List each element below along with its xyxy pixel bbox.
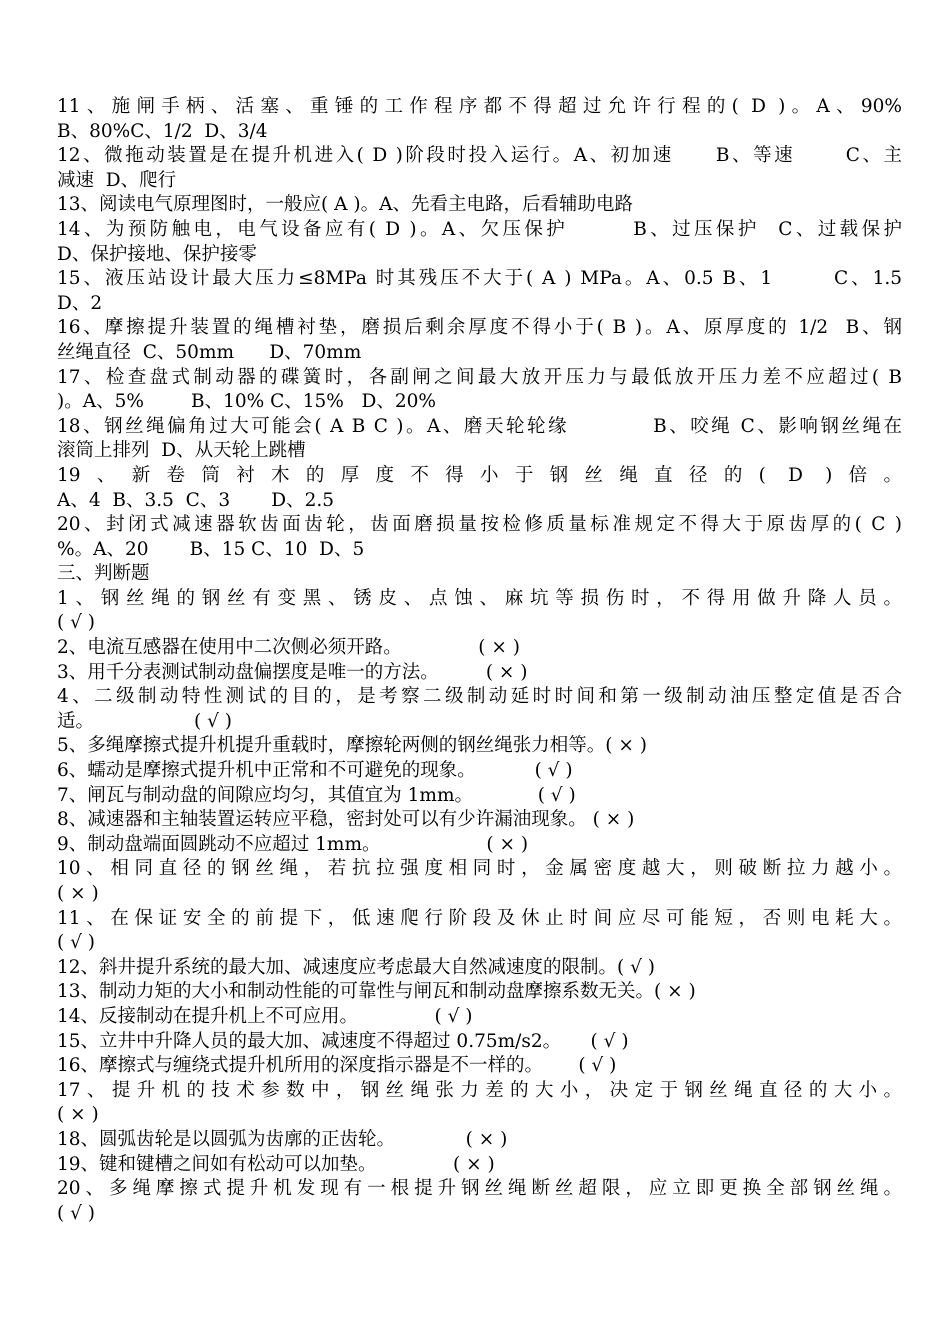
choice-question-line: A、4 B、3.5 C、3 D、2.5 <box>57 489 335 511</box>
choice-question-line: 19、新卷筒衬木的厚度不得小于钢丝绳直径的( D )倍。 <box>57 464 902 486</box>
choice-question-list <box>57 95 902 562</box>
judgment-question <box>57 1005 902 1030</box>
judgment-question <box>57 1177 902 1226</box>
choice-question <box>57 513 902 562</box>
judgment-question <box>57 587 902 636</box>
judgment-question-line: 3、用千分表测试制动盘偏摆度是唯一的方法。 ( × ) <box>57 661 528 683</box>
judgment-question-line: 15、立井中升降人员的最大加、减速度不得超过 0.75m/s2。 ( √ ) <box>57 1030 629 1052</box>
judgment-question-line: 18、圆弧齿轮是以圆弧为齿廓的正齿轮。 ( × ) <box>57 1128 508 1150</box>
choice-question-line: B、80%C、1/2 D、3/4 <box>57 120 268 142</box>
judgment-question-line: 6、蠕动是摩擦式提升机中正常和不可避免的现象。 ( √ ) <box>57 760 573 782</box>
choice-question-line: 14、为预防触电，电气设备应有( D )。A、欠压保护 B、过压保护 C、过载保护 <box>57 218 902 240</box>
judgment-question-line: 1、钢丝绳的钢丝有变黑、锈皮、点蚀、麻坑等损伤时，不得用做升降人员。 <box>57 587 902 609</box>
judgment-question <box>57 1153 902 1178</box>
choice-question-line: 12、微拖动装置是在提升机进入( D )阶段时投入运行。A、初加速 B、等速 C、主 <box>57 145 902 167</box>
choice-question <box>57 415 902 464</box>
choice-question-line: 减速 D、爬行 <box>57 169 177 191</box>
choice-question <box>57 95 902 144</box>
judgment-question <box>57 980 902 1005</box>
choice-question-line: %。A、20 B、15 C、10 D、5 <box>57 538 365 560</box>
judgment-question <box>57 636 902 661</box>
judgment-question-line: ( √ ) <box>57 932 95 954</box>
judgment-question-line: 12、斜井提升系统的最大加、减速度应考虑最大自然减速度的限制。( √ ) <box>57 956 656 978</box>
judgment-question <box>57 759 902 784</box>
choice-question-line: 15、液压站设计最大压力≤8MPa 时其残压不大于( A ) MPa。A、0.5 B、1 C、1.5 <box>57 268 902 290</box>
choice-question-line: 18、钢丝绳偏角过大可能会( A B C )。A、磨天轮轮缘 B、咬绳 C、影响钢丝绳在 <box>57 415 902 437</box>
judgment-question <box>57 1054 902 1079</box>
choice-question <box>57 464 902 513</box>
judgment-question-line: 2、电流互感器在使用中二次侧必须开路。 ( × ) <box>57 637 520 659</box>
judgment-question-line: 20、多绳摩擦式提升机发现有一根提升钢丝绳断丝超限，应立即更换全部钢丝绳。 <box>57 1178 902 1200</box>
judgment-question-line: 7、闸瓦与制动盘的间隙应均匀，其值宜为 1mm。 ( √ ) <box>57 784 576 806</box>
judgment-question-line: 8、减速器和主轴装置运转应平稳，密封处可以有少许漏油现象。 ( × ) <box>57 809 635 831</box>
judgment-question <box>57 685 902 734</box>
choice-question-line: 滚筒上排列 D、从天轮上跳槽 <box>57 440 306 462</box>
judgment-question <box>57 956 902 981</box>
choice-question <box>57 193 902 218</box>
choice-question <box>57 218 902 267</box>
judgment-question-line: 17、提升机的技术参数中，钢丝绳张力差的大小，决定于钢丝绳直径的大小。 <box>57 1079 902 1101</box>
choice-question-line: 17、检查盘式制动器的碟簧时，各副闸之间最大放开压力与最低放开压力差不应超过( B <box>57 366 902 388</box>
judgment-question-line: ( × ) <box>57 1104 99 1126</box>
judgment-question <box>57 661 902 686</box>
judgment-question-line: 10、相同直径的钢丝绳，若抗拉强度相同时，金属密度越大，则破断拉力越小。 <box>57 858 902 880</box>
judgment-question <box>57 907 902 956</box>
choice-question-line: D、2 <box>57 292 103 314</box>
judgment-question-line: 13、制动力矩的大小和制动性能的可靠性与闸瓦和制动盘摩擦系数无关。( × ) <box>57 981 696 1003</box>
judgment-question-line: 适。 ( √ ) <box>57 710 232 732</box>
judgment-question-line: ( × ) <box>57 883 99 904</box>
judgment-question-line: 5、多绳摩擦式提升机提升重载时，摩擦轮两侧的钢丝绳张力相等。( × ) <box>57 735 647 757</box>
choice-question-line: 16、摩擦提升装置的绳槽衬垫，磨损后剩余厚度不得小于( B )。A、原厚度的 1/2 B、钢 <box>57 317 902 339</box>
judgment-question <box>57 784 902 809</box>
section-heading: 三、判断题 <box>57 563 150 585</box>
choice-question <box>57 316 902 365</box>
judgment-question-list <box>57 587 902 1226</box>
document-page <box>57 95 902 1226</box>
judgment-question <box>57 857 902 906</box>
judgment-question <box>57 1030 902 1055</box>
judgment-question <box>57 833 902 858</box>
choice-question-line: 11、施闸手柄、活塞、重锤的工作程序都不得超过允许行程的( D )。A、90% <box>57 96 902 117</box>
judgment-question <box>57 808 902 833</box>
judgment-question-line: 19、键和键槽之间如有松动可以加垫。 ( × ) <box>57 1153 495 1175</box>
judgment-question-line: ( √ ) <box>57 612 95 634</box>
judgment-question-line: ( √ ) <box>57 1202 95 1224</box>
choice-question-line: 20、封闭式减速器软齿面齿轮，齿面磨损量按检修质量标准规定不得大于原齿厚的( C ) <box>57 514 902 536</box>
judgment-question-line: 16、摩擦式与缠绕式提升机所用的深度指示器是不一样的。 ( √ ) <box>57 1055 617 1077</box>
judgment-question-line: 14、反接制动在提升机上不可应用。 ( √ ) <box>57 1005 473 1027</box>
choice-question-line: D、保护接地、保护接零 <box>57 243 257 265</box>
judgment-question-line: 9、制动盘端面圆跳动不应超过 1mm。 ( × ) <box>57 833 529 855</box>
choice-question <box>57 366 902 415</box>
judgment-question <box>57 1128 902 1153</box>
choice-question-line: 丝绳直径 C、50mm D、70mm <box>57 341 362 363</box>
judgment-question-line: 11、在保证安全的前提下，低速爬行阶段及休止时间应尽可能短，否则电耗大。 <box>57 907 902 929</box>
choice-question <box>57 267 902 316</box>
judgment-question-line: 4、二级制动特性测试的目的，是考察二级制动延时时间和第一级制动油压整定值是否合 <box>57 686 902 708</box>
choice-question <box>57 144 902 193</box>
choice-question-line: )。A、5% B、10% C、15% D、20% <box>57 391 436 413</box>
judgment-question <box>57 1079 902 1128</box>
choice-question-line: 13、阅读电气原理图时，一般应( A )。A、先看主电路，后看辅助电路 <box>57 194 633 216</box>
judgment-question <box>57 734 902 759</box>
